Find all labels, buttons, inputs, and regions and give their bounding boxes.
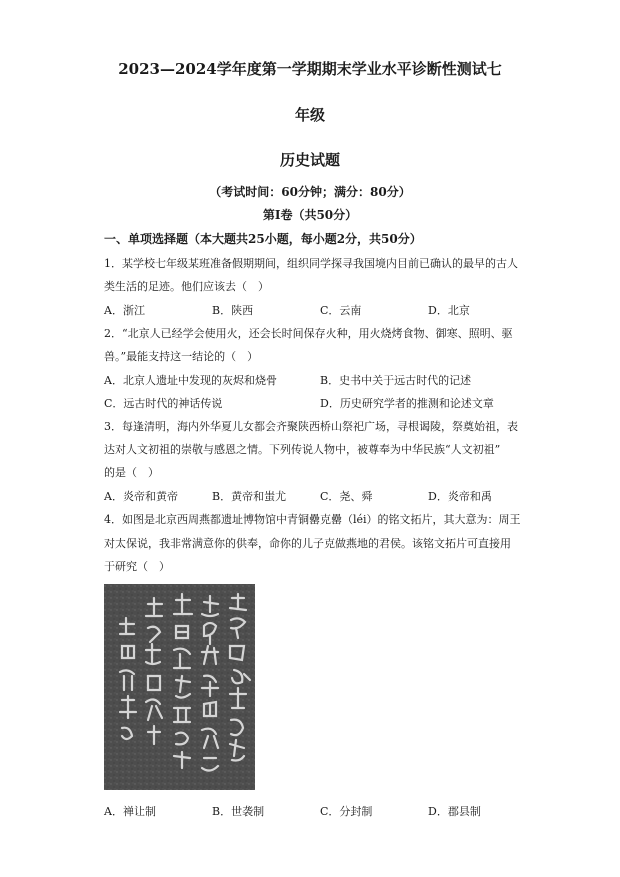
- option-d[interactable]: D．郡县制: [428, 805, 481, 818]
- option-d[interactable]: D．炎帝和禹: [428, 490, 492, 503]
- option-d[interactable]: D．历史研究学者的推测和论述文章: [320, 397, 494, 410]
- question-text-line: 对太保说，我非常满意你的供奉，命你的儿子克做燕地的君侯。该铭文拓片可直接用: [104, 537, 511, 550]
- question-text-line: 4．如图是北京西周燕都遗址博物馆中青铜罍克罍（léi）的铭文拓片，其大意为：周王: [104, 513, 521, 526]
- question-text-line: 3．每逢清明，海内外华夏儿女都会齐聚陕西桥山祭祀广场，寻根谒陵，祭奠始祖，表: [104, 420, 518, 433]
- option-a[interactable]: A．浙江: [104, 304, 145, 317]
- option-a[interactable]: A．炎帝和黄帝: [104, 490, 178, 503]
- rubbing-texture: [104, 584, 255, 790]
- option-d[interactable]: D．北京: [428, 304, 470, 317]
- question-text-line: 于研究（ ）: [104, 560, 170, 573]
- question-text-line: 2．“北京人已经学会使用火，还会长时间保存火种，用火烧烤食物、御寒、照明、驱: [104, 327, 513, 340]
- section-heading: 一、单项选择题（本大题共25小题，每小题2分，共50分）: [104, 232, 422, 246]
- page-title-line1: 2023—2024学年度第一学期期末学业水平诊断性测试七: [118, 60, 502, 78]
- question-text-line: 类生活的足迹。他们应该去（ ）: [104, 280, 269, 293]
- bronze-inscription-rubbing-image: [104, 584, 255, 790]
- subject-title: 历史试题: [279, 151, 340, 169]
- question-text-line: 1．某学校七年级某班准备假期期间，组织同学探寻我国境内目前已确认的最早的古人: [104, 257, 518, 270]
- option-b[interactable]: B．陕西: [212, 304, 254, 317]
- option-c[interactable]: C．尧、舜: [320, 490, 373, 503]
- volume-title: 第Ⅰ卷（共50分）: [262, 208, 358, 222]
- option-b[interactable]: B．黄帝和蚩尤: [212, 490, 287, 503]
- question-text-line: 兽。”最能支持这一结论的（ ）: [104, 350, 259, 363]
- page-title-line2: 年级: [294, 106, 325, 124]
- question-text-line: 的是（ ）: [104, 466, 159, 479]
- option-a[interactable]: A．禅让制: [104, 805, 156, 818]
- option-a[interactable]: A．北京人遗址中发现的灰烬和烧骨: [104, 374, 277, 387]
- question-text-line: 达对人文初祖的崇敬与感恩之情。下列传说人物中，被尊奉为中华民族“人文初祖”: [104, 443, 501, 456]
- option-c[interactable]: C．云南: [320, 304, 362, 317]
- option-c[interactable]: C．分封制: [320, 805, 373, 818]
- option-b[interactable]: B．史书中关于远古时代的记述: [320, 374, 472, 387]
- option-b[interactable]: B．世袭制: [212, 805, 265, 818]
- exam-info: （考试时间：60分钟；满分：80分）: [209, 185, 411, 199]
- option-c[interactable]: C．远古时代的神话传说: [104, 397, 223, 410]
